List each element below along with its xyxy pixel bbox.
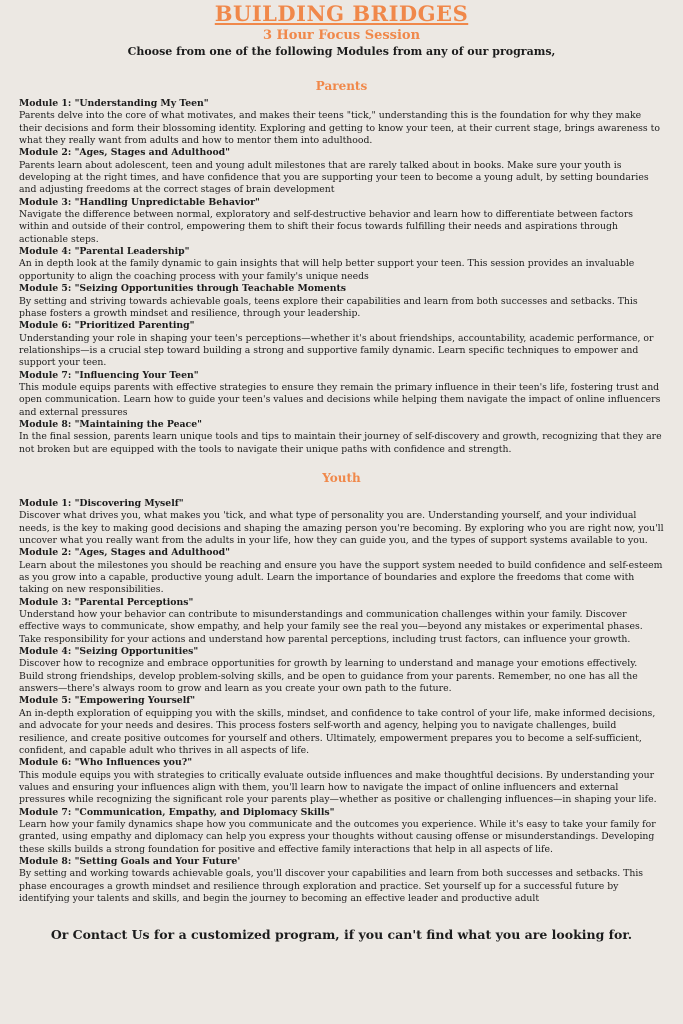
module-title: Module 8: "Setting Goals and Your Future'	[19, 855, 241, 867]
youth-module-3	[19, 597, 664, 646]
module-description: An in-depth exploration of equipping you with the skills, mindset, and confidence to take control of your life, make informed decisions, and advocate for your needs and desires. This process fosters self-worth and agency, helping you to navigate challenges, build resilience, and create positive outcomes for yourself and others. Ultimately, empowerment prepares you to become a self-sufficient, confident, and capable adult who thrives in all aspects of life.	[19, 707, 656, 756]
parents-module-7	[19, 370, 664, 419]
module-title: Module 5: "Empowering Yourself"	[19, 695, 196, 707]
module-title: Module 4: "Parental Leadership"	[19, 246, 190, 258]
module-title: Module 3: "Parental Perceptions"	[19, 596, 194, 608]
youth-modules	[19, 498, 664, 905]
module-description: By setting and striving towards achievable goals, teens explore their capabilities and learn from both successes and setbacks. This phase fosters a growth mindset and resilience, through your leadership.	[19, 295, 638, 319]
module-description: This module equips parents with effective strategies to ensure they remain the primary influence in their teen's life, fostering trust and open communication. Learn how to guide your teen's values and decisions while helping them navigate the impact of online influencers and external pressures	[19, 381, 661, 418]
youth-module-7	[19, 807, 664, 856]
youth-module-8	[19, 856, 664, 905]
parents-heading: Parents	[315, 79, 368, 93]
parents-module-2	[19, 147, 664, 196]
module-title: Module 7: "Influencing Your Teen"	[19, 369, 199, 381]
youth-module-4	[19, 646, 664, 695]
parents-module-3	[19, 197, 664, 246]
module-description: By setting and working towards achievable goals, you'll discover your capabilities and learn from both successes and setbacks. This phase encourages a growth mindset and resilience through exploration and practice. Set yourself up for a successful future by identifying your talents and skills, and begin the journey to becoming an effective leader and productive adult	[19, 868, 644, 904]
module-title: Module 5: "Seizing Opportunities through Teachable Moments	[19, 283, 346, 295]
youth-module-2	[19, 547, 664, 596]
module-title: Module 2: "Ages, Stages and Adulthood"	[19, 547, 230, 559]
youth-module-5	[19, 695, 664, 757]
module-description: In the final session, parents learn unique tools and tips to maintain their journey of self-discovery and growth, recognizing that they are not broken but are equipped with the tools to navigate their unique paths with confidence and strength.	[19, 431, 662, 455]
module-title: Module 3: "Handling Unpredictable Behavior"	[19, 196, 260, 208]
module-title: Module 6: "Who Influences you?"	[19, 757, 193, 769]
module-description: This module equips you with strategies to critically evaluate outside influences and make thoughtful decisions. By understanding your values and ensuring your influences align with them, you'll learn how to navigate the impact of online influencers and external pressures while recognizing the significant role your parents play—whether as positive or challenging influences—in shaping your life.	[19, 769, 657, 806]
youth-module-1	[19, 498, 664, 547]
module-description: Learn how your family dynamics shape how you communicate and the outcomes you experience. While it's easy to take your family for granted, using empathy and diplomacy can help you express your thoughts without causing offense or misunderstandings. Developing these skills builds a strong foundation for positive and effective family interactions that help in all aspects of life.	[19, 818, 656, 855]
module-description: Understand how your behavior can contribute to misunderstandings and communication challenges within your family. Discover effective ways to communicate, show empathy, and help your family see the real you—beyond any mistakes or experimental phases. Take responsibility for your actions and understand how parental perceptions, including trust factors, can influence your growth.	[19, 609, 643, 645]
intro-text: Choose from one of the following Modules from any of our programs,	[127, 45, 556, 58]
youth-heading: Youth	[322, 470, 361, 485]
module-title: Module 8: "Maintaining the Peace"	[19, 418, 202, 430]
page-subtitle: 3 Hour Focus Session	[262, 28, 421, 43]
parents-module-6	[19, 320, 664, 369]
module-title: Module 2: "Ages, Stages and Adulthood"	[19, 147, 230, 159]
module-title: Module 1: "Discovering Myself"	[19, 497, 184, 509]
module-description: Parents learn about adolescent, teen and young adult milestones that are rarely talked about in books. Make sure your youth is developing at the right times, and have confidence that you are supporting your teen to become a young adult, by setting boundaries and adjusting freedoms at the correct stages of brain development	[19, 159, 649, 196]
module-description: Understanding your role in shaping your teen's perceptions—whether it's about friendships, accountability, academic performance, or relationships—is a crucial step toward building a strong and supportive family dynamic. Learn specific techniques to empower and support your teen.	[19, 332, 654, 369]
youth-module-6	[19, 757, 664, 806]
parents-module-1	[19, 98, 664, 147]
module-title: Module 1: "Understanding My Teen"	[19, 98, 209, 109]
page-title: BUILDING BRIDGES	[214, 1, 469, 26]
parents-module-4	[19, 246, 664, 283]
module-title: Module 4: "Seizing Opportunities"	[19, 646, 199, 658]
module-title: Module 7: "Communication, Empathy, and Diplomacy Skills"	[19, 806, 335, 818]
module-description: Learn about the milestones you should be reaching and ensure you have the support system needed to build confidence and self-esteem as you grow into a capable, productive young adult. Learn the importance of boundaries and explore the freedoms that come with taking on new responsibilities.	[19, 559, 663, 596]
contact-us-text: Or Contact Us for a customized program, if you can't find what you are looking for.	[50, 927, 633, 943]
parents-module-8	[19, 419, 664, 456]
parents-modules	[19, 98, 664, 456]
parents-module-5	[19, 283, 664, 320]
module-description: Parents delve into the core of what motivates, and makes their teens "tick," understanding this is the foundation for why they make their decisions and form their blossoming identity. Exploring and getting to know your teen, at their current stage, brings awareness to what they really want from adults and how to mentor them into adulthood.	[19, 110, 660, 147]
module-description: Discover how to recognize and embrace opportunities for growth by learning to understand and manage your emotions effectively. Build strong friendships, develop problem-solving skills, and be open to guidance from your parents. Remember, no one has all the answers—there's always room to grow and learn as you create your own path to the future.	[19, 658, 638, 695]
module-description: Navigate the difference between normal, exploratory and self-destructive behavior and learn how to differentiate between factors within and outside of their control, empowering them to shift their focus towards fulfilling their needs and aspirations through actionable steps.	[19, 209, 634, 245]
module-description: An in depth look at the family dynamic to gain insights that will help better support your teen. This session provides an invaluable opportunity to align the coaching process with your family's unique needs	[19, 258, 635, 282]
module-title: Module 6: "Prioritized Parenting"	[19, 320, 195, 332]
module-description: Discover what drives you, what makes you 'tick, and what type of personality you are. Understanding yourself, and your individual needs, is the key to making good decisions and shaping the amazing person you're becoming. By exploring who you are right now, you'll uncover what you really want from the adults in your life, how they can guide you, and the types of support systems available to you.	[19, 510, 664, 546]
